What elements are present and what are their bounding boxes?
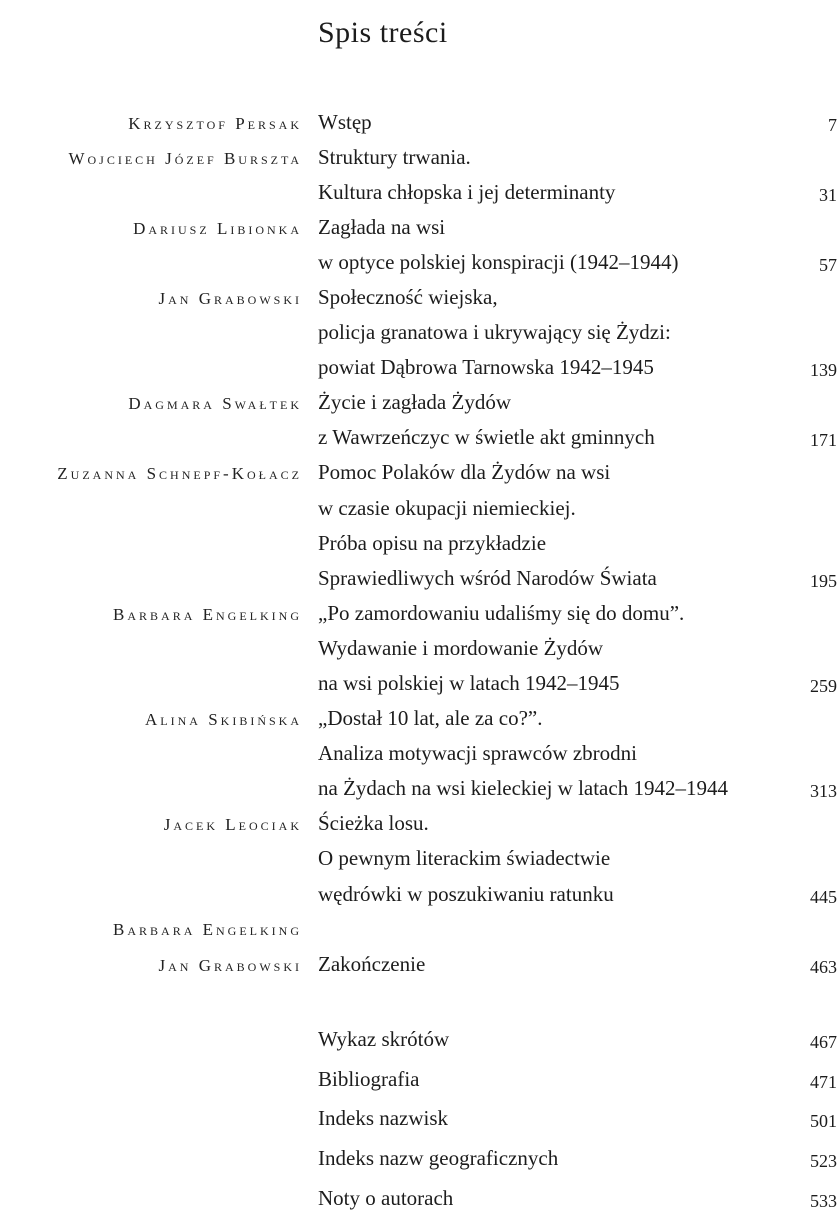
toc-line: [0, 140, 840, 175]
toc-page-number: 171: [810, 430, 837, 451]
toc-entry-title: w optyce polskiej konspiracji (1942–1944): [318, 249, 679, 274]
toc-page-number: 195: [810, 570, 837, 591]
toc-page-number: 501: [810, 1111, 837, 1132]
toc-line: [0, 1099, 840, 1139]
toc-line: [0, 385, 840, 420]
toc-line: [0, 912, 840, 947]
toc-page-number: 313: [810, 781, 837, 802]
toc-entry-title: Życie i zagłada Żydów: [318, 390, 511, 415]
toc-entry-title: Zagłada na wsi: [318, 214, 446, 239]
toc-line: [0, 596, 840, 631]
toc-author-name: Jacek Leociak: [163, 815, 302, 835]
toc-entry-title: policja granatowa i ukrywający się Żydzi:: [318, 320, 671, 345]
toc-entry-title: Struktury trwania.: [318, 144, 471, 169]
toc-line: [0, 105, 840, 140]
toc-line: [0, 877, 840, 912]
toc-line: [0, 245, 840, 280]
toc-entry-title: powiat Dąbrowa Tarnowska 1942–1945: [318, 355, 654, 380]
toc-entry-title: „Po zamordowaniu udaliśmy się do domu”.: [318, 600, 685, 625]
toc-entry-title: Noty o autorach: [318, 1186, 454, 1211]
toc-entry-title: Ścieżka losu.: [318, 811, 429, 836]
toc-entry-title: wędrówki w poszukiwaniu ratunku: [318, 881, 614, 906]
toc-entry-title: w czasie okupacji niemieckiej.: [318, 495, 576, 520]
toc-line: [0, 350, 840, 385]
toc-page-number: 445: [810, 886, 837, 907]
toc-line: [0, 455, 840, 490]
toc-line: [0, 771, 840, 806]
toc-author-name: Jan Grabowski: [158, 288, 302, 308]
toc-page-number: 139: [810, 360, 837, 381]
toc-page-number: 467: [810, 1031, 837, 1052]
toc-line: [0, 526, 840, 561]
toc-entry-title: Bibliografia: [318, 1066, 420, 1091]
toc-entry-title: Wstęp: [318, 109, 372, 134]
toc-line: [0, 631, 840, 666]
toc-line: [0, 1179, 840, 1219]
toc-entry-title: na wsi polskiej w latach 1942–1945: [318, 671, 620, 695]
toc-entry-title: Sprawiedliwych wśród Narodów Świata: [318, 565, 657, 590]
toc-main-list: [0, 105, 840, 982]
toc-author-name: Jan Grabowski: [158, 955, 302, 975]
toc-page-number: 471: [810, 1071, 837, 1092]
toc-entry-title: na Żydach na wsi kieleckiej w latach 1942–1944: [318, 776, 728, 801]
toc-author-name: Dariusz Libionka: [133, 218, 302, 238]
toc-author-name: Dagmara Swałtek: [128, 394, 302, 414]
toc-page-number: 31: [819, 184, 837, 205]
toc-line: [0, 841, 840, 876]
toc-page-number: 259: [810, 676, 837, 696]
toc-entry-title: Wykaz skrótów: [318, 1026, 450, 1051]
toc-entry-title: Wydawanie i mordowanie Żydów: [318, 635, 604, 660]
toc-page-number: 7: [828, 114, 837, 135]
toc-author-name: Krzysztof Persak: [128, 113, 302, 133]
toc-back-matter-list: [0, 1020, 840, 1219]
toc-author-name: Wojciech Józef Burszta: [68, 148, 302, 168]
toc-page-number: 523: [810, 1151, 837, 1172]
toc-entry-title: Analiza motywacji sprawców zbrodni: [318, 741, 637, 766]
toc-entry-title: Społeczność wiejska,: [318, 284, 498, 309]
toc-entry-title: z Wawrzeńczyc w świetle akt gminnych: [318, 425, 655, 450]
toc-entry-title: Pomoc Polaków dla Żydów na wsi: [318, 460, 611, 485]
toc-line: [0, 1060, 840, 1100]
toc-line: [0, 280, 840, 315]
toc-line: [0, 175, 840, 210]
toc-entry-title: Zakończenie: [318, 951, 426, 976]
toc-page-number: 463: [810, 956, 837, 977]
toc-line: [0, 666, 840, 701]
toc-author-name: Barbara Engelking: [113, 919, 302, 939]
toc-author-name: Barbara Engelking: [113, 604, 302, 624]
toc-entry-title: O pewnym literackim świadectwie: [318, 846, 611, 871]
toc-line: [0, 1139, 840, 1179]
toc-line: [0, 701, 840, 736]
toc-line: [0, 1020, 840, 1060]
toc-page-number: 533: [810, 1191, 837, 1212]
toc-entry-title: Indeks nazwisk: [318, 1106, 449, 1131]
toc-author-name: Zuzanna Schnepf-Kołacz: [57, 464, 302, 484]
toc-line: [0, 561, 840, 596]
toc-line: [0, 806, 840, 841]
toc-entry-title: „Dostał 10 lat, ale za co?”.: [318, 706, 543, 731]
toc-entry-title: Kultura chłopska i jej determinanty: [318, 179, 616, 204]
toc-entry-title: Próba opisu na przykładzie: [318, 530, 547, 555]
toc-entry-title: Indeks nazw geograficznych: [318, 1146, 559, 1171]
toc-line: [0, 947, 840, 982]
toc-line: [0, 420, 840, 455]
toc-line: [0, 210, 840, 245]
toc-author-name: Alina Skibińska: [145, 710, 302, 730]
toc-line: [0, 736, 840, 771]
page-title: Spis treści: [318, 16, 448, 49]
toc-line: [0, 491, 840, 526]
toc-page-number: 57: [819, 254, 837, 275]
toc-line: [0, 315, 840, 350]
